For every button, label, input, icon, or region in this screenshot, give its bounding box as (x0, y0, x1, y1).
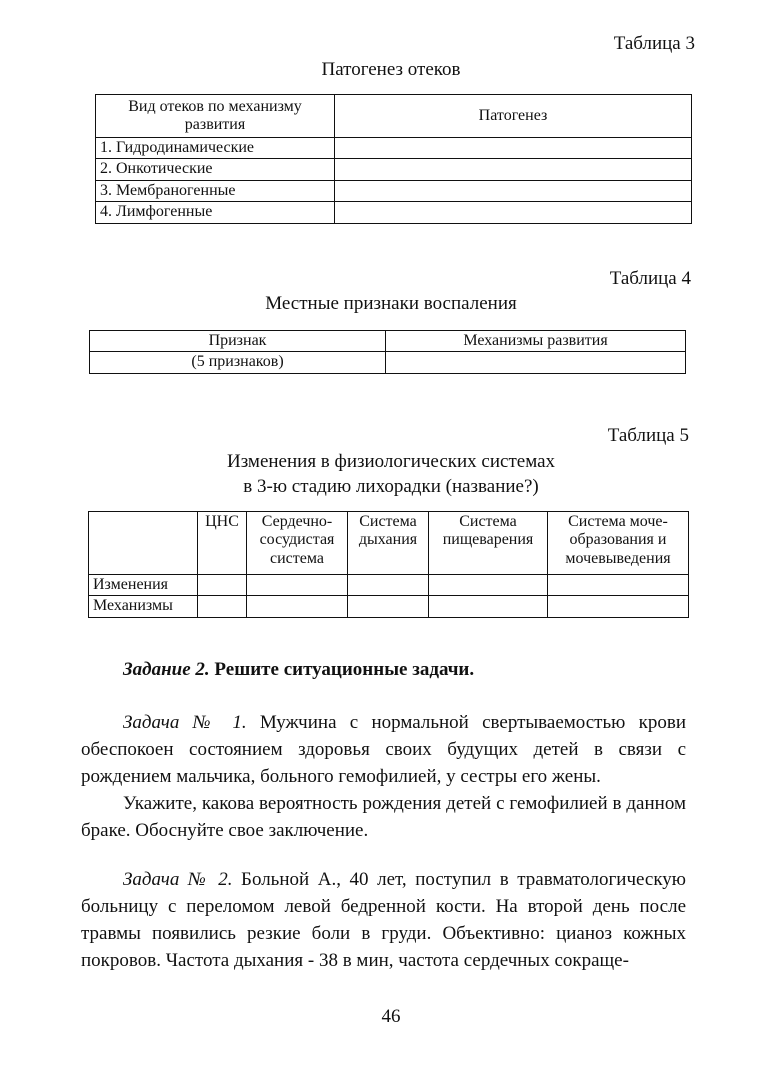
task2-text: Решите ситуационные задачи. (214, 659, 475, 680)
table5-cell (198, 596, 247, 617)
table5-header-respiratory: Система дыхания (348, 512, 429, 575)
table4-title: Местные признаки воспаления (265, 293, 517, 314)
table4-header-mechanisms: Механизмы развития (386, 331, 686, 352)
table5-cell (247, 596, 348, 617)
table3-cell (335, 159, 692, 180)
table5 (88, 511, 689, 618)
table4-label: Таблица 4 (609, 268, 691, 289)
table5-header-empty (89, 512, 198, 575)
table3-row-label: 2. Онкотические (96, 159, 335, 180)
table4-cell (386, 352, 686, 373)
table3-header-pathogenesis: Патогенез (335, 95, 692, 138)
table-row (96, 138, 692, 159)
table5-header-row (89, 512, 689, 575)
table-row (96, 180, 692, 201)
table5-cell (548, 575, 689, 596)
table-row (96, 202, 692, 223)
table5-row-label: Изменения (89, 575, 198, 596)
problem1-paragraph (81, 709, 686, 790)
table5-label: Таблица 5 (607, 425, 689, 446)
table4-header-row (90, 331, 686, 352)
table5-row-label: Механизмы (89, 596, 198, 617)
table-row (96, 159, 692, 180)
problem1-question (81, 790, 686, 844)
table3-header-row (96, 95, 692, 138)
table3-header-type: Вид отеков по механизму развития (96, 95, 335, 138)
table4 (89, 330, 686, 374)
table5-header-cardio: Сердечно-сосудистая система (247, 512, 348, 575)
table3 (95, 94, 692, 224)
table3-title: Патогенез отеков (321, 59, 461, 80)
table4-header-sign: Признак (90, 331, 386, 352)
task2-heading (123, 659, 474, 681)
table4-row-label: (5 признаков) (90, 352, 386, 373)
table5-title-line2: в 3-ю стадию лихорадки (название?) (243, 476, 539, 497)
table5-cell (548, 596, 689, 617)
table5-header-urinary: Система моче-образования и мочевыведения (548, 512, 689, 575)
table5-cell (429, 575, 548, 596)
problem2-label: Задача № 2. (123, 869, 233, 890)
problem1-text: Мужчина с нормальной свертываемостью крови обеспокоен состоянием здоровья своих будущих детей в связи с рождением мальчика, больного гемофилией, у сестры его жены. (81, 712, 686, 787)
table5-cell (198, 575, 247, 596)
table5-cell (348, 575, 429, 596)
table5-cell (429, 596, 548, 617)
page-number: 46 (381, 1006, 401, 1027)
table5-header-digestive: Система пищеварения (429, 512, 548, 575)
task2-label: Задание 2. (123, 659, 210, 680)
table5-title-line1: Изменения в физиологических системах (226, 451, 556, 472)
table3-cell (335, 180, 692, 201)
problem1-question-text: Укажите, какова вероятность рождения детей с гемофилией в данном браке. Обоснуйте свое заключение. (81, 793, 686, 841)
table3-cell (335, 202, 692, 223)
table-row (90, 352, 686, 373)
table-row (89, 596, 689, 617)
table3-row-label: 3. Мембраногенные (96, 180, 335, 201)
table3-cell (335, 138, 692, 159)
table5-cell (247, 575, 348, 596)
table5-header-cns: ЦНС (198, 512, 247, 575)
table5-cell (348, 596, 429, 617)
table3-row-label: 4. Лимфогенные (96, 202, 335, 223)
problem2-text: Больной А., 40 лет, поступил в травматологическую больницу с переломом левой бедренной кости. На второй день после травмы появились резкие боли в груди. Объективно: цианоз кожных покровов. Частота дыхания - 38 в мин, частота сердечных сокраще- (81, 869, 686, 971)
problem1-label: Задача № 1. (123, 712, 247, 733)
table3-label: Таблица 3 (613, 33, 695, 54)
table-row (89, 575, 689, 596)
table3-row-label: 1. Гидродинамические (96, 138, 335, 159)
problem2-paragraph (81, 866, 686, 974)
